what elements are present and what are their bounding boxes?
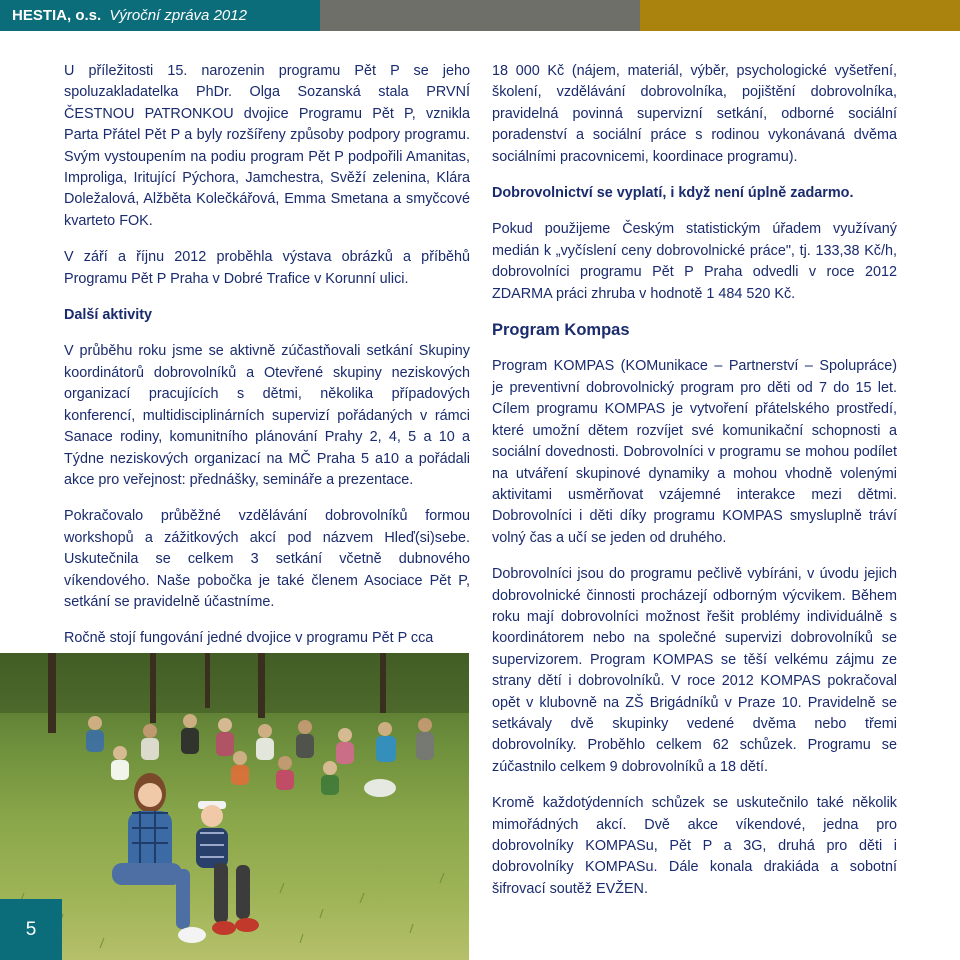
event-photo-illustration	[0, 653, 469, 960]
header-band-gray	[320, 0, 640, 31]
event-photo	[0, 653, 469, 960]
right-column	[492, 61, 897, 900]
left-paragraph-2: V září a říjnu 2012 proběhla výstava obrázků a příběhů Programu Pět P Praha v Dobré Trafice v Korunní ulici.	[64, 249, 470, 287]
left-paragraph-4: Pokračovalo průběžné vzdělávání dobrovolníků formou workshopů a zážitkových akcí pod názvem Hleď(si)sebe. Uskutečnila se celkem 3 setkání včetně dubnového víkendového. Naše pobočka je také členem Asociace Pět P, setkání se pravidelně účastníme.	[64, 508, 470, 610]
left-column	[64, 61, 470, 650]
right-paragraph-3: Program KOMPAS (KOMunikace – Partnerství – Spolupráce) je preventivní dobrovolnický program pro děti od 7 do 15 let. Cílem programu KOMPAS je vytvoření přátelského prostředí, které umožní dětem rozvíjet své komunikační schopnosti a sociální dovednosti. Dobrovolníci v programu se mohou podílet na utváření skupinové dynamiky a mohou vhodně volenými aktivitami usměrňovat vzájemné interakce mezi dětmi. Dobrovolníci i děti díky programu KOMPAS smysluplně tráví volný čas a učí se jeden od druhého.	[492, 358, 897, 546]
header-title	[12, 7, 247, 24]
section-heading-dalsi-aktivity: Další aktivity	[64, 307, 152, 324]
left-paragraph-5: Ročně stojí fungování jedné dvojice v programu Pět P cca	[64, 630, 434, 647]
header-band-gold	[640, 0, 960, 31]
section-heading-dobrovolnictvi: Dobrovolnictví se vyplatí, i když není úplně zadarmo.	[492, 185, 854, 202]
left-paragraph-3: V průběhu roku jsme se aktivně zúčastňovali setkání Skupiny koordinátorů dobrovolníků a Otevřené skupiny neziskových organizací pracujících s dětmi, několika případových konferencí, multidisciplinárních supervizí pořádaných v rámci Sanace rodiny, komunitního plánování Prahy 2, 4, 5 a 10 a Týdne neziskových organizací na MČ Praha 5 a10 a pořádali akce pro veřejnost: přednášky, semináře a prezentace.	[64, 343, 470, 488]
right-paragraph-4: Dobrovolníci jsou do programu pečlivě vybíráni, v úvodu jejich dobrovolnické činnosti procházejí odborným výcvikem. Během roku mají dobrovolníci možnost řešit problémy individuálně s koordinátorem nebo na společné supervizi dobrovolníků se supervizorem. Program KOMPAS se těší velkému zájmu ze strany dětí i dobrovolníků. V roce 2012 KOMPAS pokračoval opět v klubovně na ZŠ Brigádníků v Praze 10. Pravidelně se setkávaly dvě skupinky vedené dvěma nebo třemi dobrovolníky. Proběhlo celkem 62 schůzek. Programu se zúčastnilo celkem 9 dobrovolníků a 18 dětí.	[492, 566, 897, 775]
left-paragraph-1: U příležitosti 15. narozenin programu Pět P se jeho spoluzakladatelka PhDr. Olga Sozanská stala PRVNÍ ČESTNOU PATRONKOU dvojice Programu Pět P, vznikla Parta Přátel Pět P a byly rozšířeny způsoby podpory programu. Svým vystoupením na podiu program Pět P podpořili Amanitas, Improliga, Iritující Pýchora, Jamchestra, Svěží zelenina, Klára Doležalová, Alžběta Kolečkářová, Emma Smetana a smyčcové kvarteto FOK.	[64, 63, 470, 229]
header-subtitle: Výroční zpráva 2012	[109, 7, 247, 24]
right-paragraph-1: 18 000 Kč (nájem, materiál, výběr, psychologické vyšetření, školení, vzdělávání dobrovolníka, pojištění dobrovolníka, pravidelná povinná supervizní setkání, odborné sociální poradenství a sociální práce s rodinou vykonávaná dvěma sociálními pracovnicemi, koordinace programu).	[492, 63, 897, 165]
right-paragraph-2: Pokud použijeme Českým statistickým úřadem využívaný medián k „vyčíslení ceny dobrovolnické práce", tj. 133,38 Kč/h, dobrovolníci programu Pět P Praha odvedli v roce 2012 ZDARMA práci zhruba v hodnotě 1 484 520 Kč.	[492, 221, 897, 302]
right-paragraph-5: Kromě každotýdenních schůzek se uskutečnilo také několik mimořádných akcí. Dvě akce víkendové, jedna pro dobrovolníky KOMPASu, Pět P a 3G, druhá pro děti i dobrovolníky KOMPASu. Dále konala drakiáda a sobotní šifrovací soutěž EVŽEN.	[492, 795, 897, 897]
section-heading-program-kompas: Program Kompas	[492, 321, 630, 340]
header-org: HESTIA, o.s.	[12, 7, 102, 24]
page-number: 5	[0, 899, 62, 960]
